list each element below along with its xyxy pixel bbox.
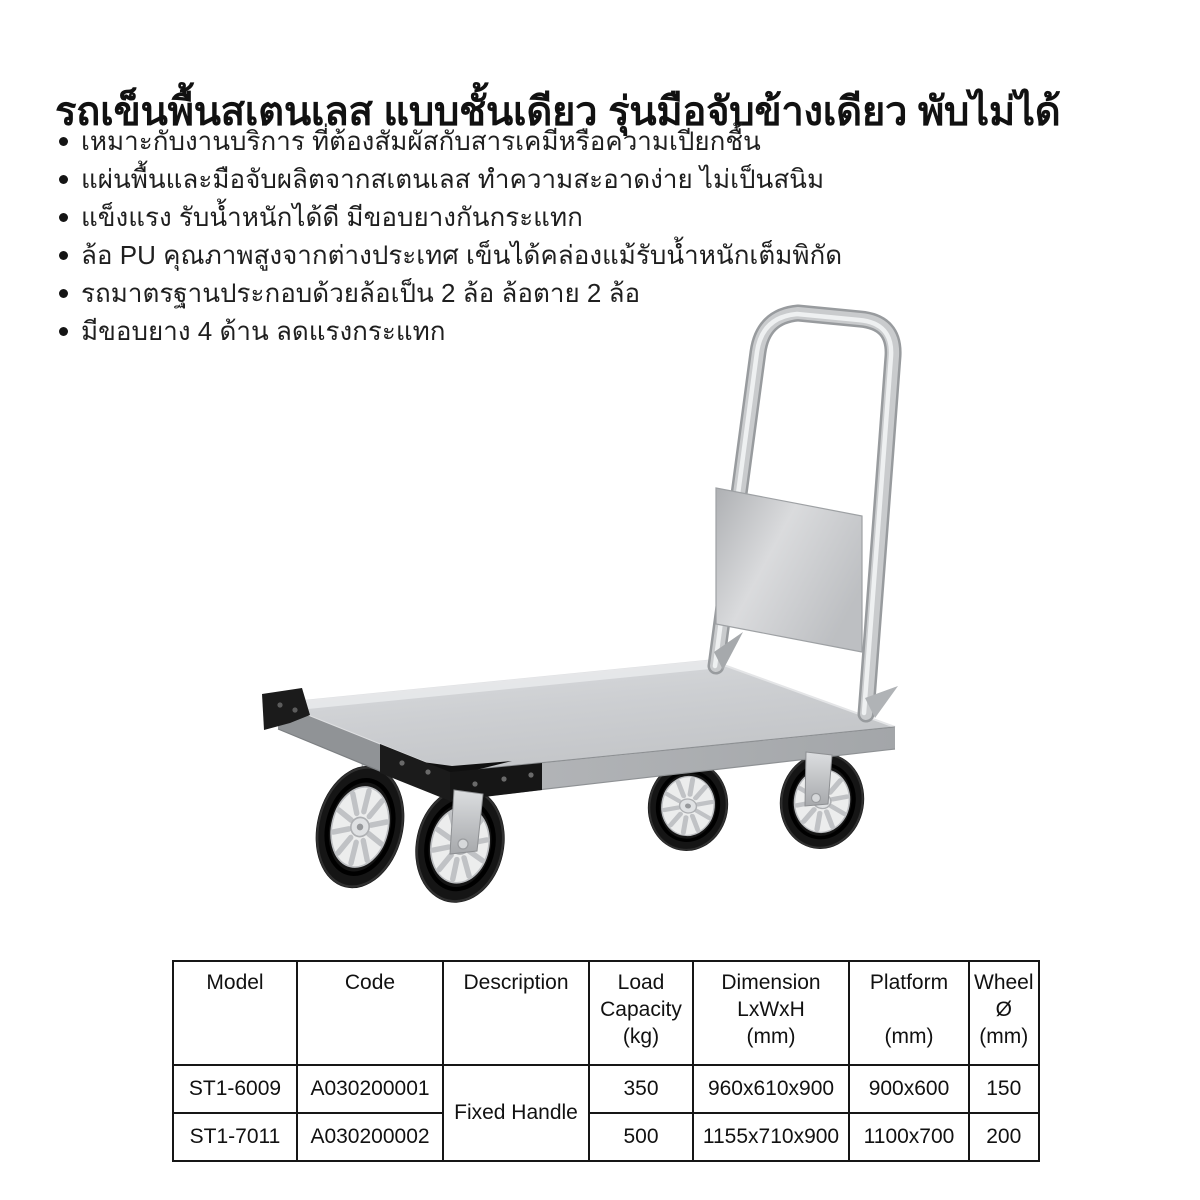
col-header-wheel-diameter: Wheel Ø (mm) bbox=[969, 961, 1039, 1065]
bullet-icon bbox=[59, 213, 68, 222]
cell-platform: 900x600 bbox=[849, 1065, 969, 1113]
cell-dimension: 1155x710x900 bbox=[693, 1113, 849, 1161]
cell-wheel: 150 bbox=[969, 1065, 1039, 1113]
feature-text: ล้อ PU คุณภาพสูงจากต่างประเทศ เข็นได้คล่องแม้รับน้ำหนักเต็มพิกัด bbox=[81, 240, 843, 270]
page-title: รถเข็นพื้นสเตนเลส แบบชั้นเดียว รุ่นมือจับข้างเดียว พับไม่ได้ bbox=[55, 89, 1061, 134]
cell-model: ST1-6009 bbox=[173, 1065, 297, 1113]
bullet-icon bbox=[59, 327, 68, 336]
bullet-icon bbox=[59, 289, 68, 298]
caster-fork-front-left bbox=[450, 790, 483, 854]
feature-item bbox=[57, 122, 1037, 160]
cell-load: 500 bbox=[589, 1113, 693, 1161]
cell-code: A030200001 bbox=[297, 1065, 443, 1113]
cell-load: 350 bbox=[589, 1065, 693, 1113]
cell-dimension: 960x610x900 bbox=[693, 1065, 849, 1113]
feature-text: แผ่นพื้นและมือจับผลิตจากสเตนเลส ทำความสะอาดง่าย ไม่เป็นสนิม bbox=[81, 164, 825, 194]
product-illustration bbox=[250, 300, 950, 920]
feature-text: เหมาะกับงานบริการ ที่ต้องสัมผัสกับสารเคมีหรือความเปียกชื้น bbox=[81, 126, 761, 156]
header-row bbox=[173, 961, 1039, 1065]
col-header-platform: Platform (mm) bbox=[849, 961, 969, 1065]
col-header-description: Description bbox=[443, 961, 589, 1065]
feature-text: แข็งแรง รับน้ำหนักได้ดี มีขอบยางกันกระแทก bbox=[81, 202, 583, 232]
spec-table-container bbox=[172, 960, 1040, 1162]
cell-wheel: 200 bbox=[969, 1113, 1039, 1161]
table-row bbox=[173, 1065, 1039, 1113]
col-header-code: Code bbox=[297, 961, 443, 1065]
bullet-icon bbox=[59, 251, 68, 260]
cell-model: ST1-7011 bbox=[173, 1113, 297, 1161]
feature-item bbox=[57, 160, 1037, 198]
col-header-load-capacity: Load Capacity (kg) bbox=[589, 961, 693, 1065]
caster-fork-front-right bbox=[805, 752, 832, 806]
feature-item bbox=[57, 236, 1037, 274]
feature-text: มีขอบยาง 4 ด้าน ลดแรงกระแทก bbox=[81, 316, 446, 346]
col-header-model: Model bbox=[173, 961, 297, 1065]
feature-item bbox=[57, 198, 1037, 236]
bullet-icon bbox=[59, 137, 68, 146]
cell-description-merged: Fixed Handle bbox=[443, 1065, 589, 1161]
col-header-dimension: Dimension LxWxH (mm) bbox=[693, 961, 849, 1065]
spec-table bbox=[172, 960, 1040, 1162]
handle-panel bbox=[716, 488, 862, 652]
bullet-icon bbox=[59, 175, 68, 184]
feature-text: รถมาตรฐานประกอบด้วยล้อเป็น 2 ล้อ ล้อตาย 2 ล้อ bbox=[81, 278, 641, 308]
cell-code: A030200002 bbox=[297, 1113, 443, 1161]
table-row bbox=[173, 1113, 1039, 1161]
cell-platform: 1100x700 bbox=[849, 1113, 969, 1161]
